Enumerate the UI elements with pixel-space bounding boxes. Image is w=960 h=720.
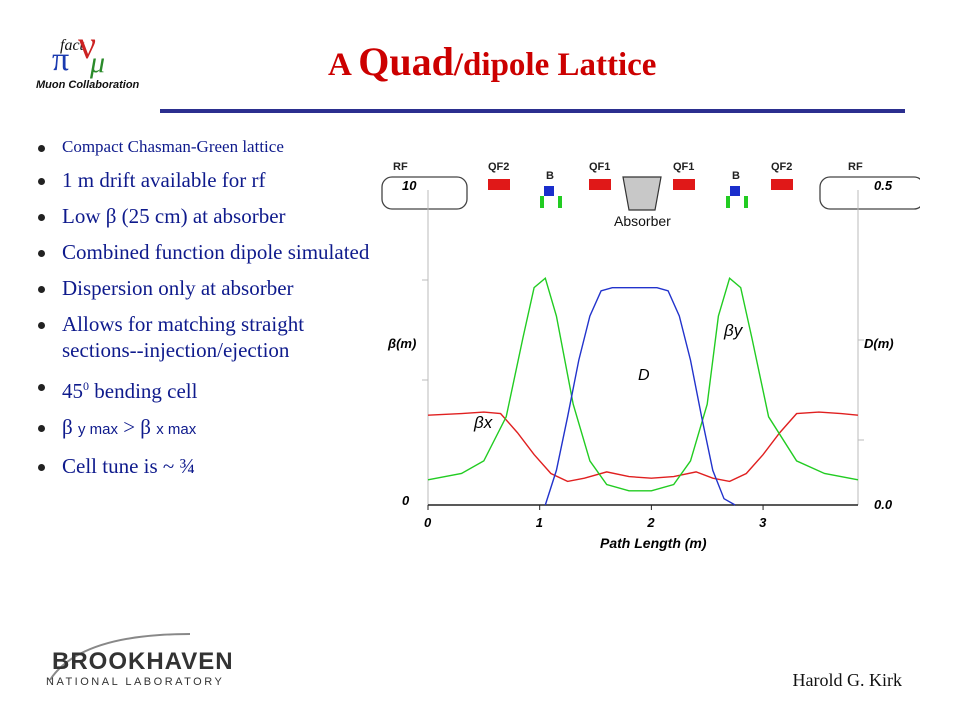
svg-text:μ: μ [90, 46, 106, 79]
lattice-element-row [382, 161, 920, 229]
beta-compare-op: > [117, 415, 141, 439]
muon-collaboration-logo [30, 18, 160, 98]
lattice-label: RF [393, 161, 408, 173]
rf-cavity-right [820, 177, 920, 209]
bending-text: bending cell [89, 379, 198, 403]
lattice-chart [380, 150, 920, 560]
lattice-label: QF2 [771, 161, 793, 173]
y-right-tick-label: 0.5 [874, 178, 893, 193]
annotation-beta-y: βy [724, 321, 743, 340]
x-tick-label: 1 [535, 515, 543, 530]
title-part1: A [328, 47, 359, 83]
beta-y-sub: y max [77, 421, 118, 438]
brookhaven-logo [40, 632, 280, 692]
bullet-item: 1 m drift available for rf [36, 167, 381, 193]
series-line-2 [545, 288, 735, 505]
y-right-tick-label: 0.0 [874, 497, 893, 512]
dipole-edge [744, 196, 748, 208]
dipole-edge [558, 196, 562, 208]
dipole-magnet [544, 186, 554, 196]
lattice-label: QF1 [673, 161, 695, 173]
bullet-list [36, 135, 381, 489]
series-line-0 [428, 412, 858, 481]
quad-magnet [488, 179, 510, 190]
lattice-label: RF [848, 161, 863, 173]
title-divider [160, 109, 905, 113]
bending-angle: 45 [62, 379, 83, 403]
quad-magnet [771, 179, 793, 190]
annotation-dispersion: D [638, 367, 650, 384]
x-tick-label: 3 [759, 515, 767, 530]
page-title [328, 38, 656, 85]
beta-x-symbol: β [140, 415, 151, 439]
bullet-item-beta-compare [36, 414, 381, 443]
rf-cavity-left [382, 177, 467, 209]
y-left-label: β(m) [388, 336, 417, 351]
bullet-item: Cell tune is ~ ¾ [36, 453, 381, 479]
quad-magnet [673, 179, 695, 190]
lattice-label: B [546, 170, 554, 182]
x-tick-label: 0 [424, 515, 432, 530]
author-footer: Harold G. Kirk [792, 670, 902, 690]
x-axis-label: Path Length (m) [600, 535, 707, 551]
lattice-label: QF1 [589, 161, 611, 173]
quad-magnet [589, 179, 611, 190]
logo-fact-text: fact [60, 37, 84, 54]
svg-text:π: π [52, 41, 70, 78]
bullet-item-bending-cell [36, 373, 381, 404]
y-left-tick-label: 10 [402, 178, 417, 193]
bullet-item: Low β (25 cm) at absorber [36, 203, 381, 229]
y-left-tick-label: 0 [402, 493, 410, 508]
x-tick-label: 2 [647, 515, 655, 530]
y-right-label: D(m) [864, 336, 894, 351]
bending-degree: 0 [83, 379, 89, 393]
logo-subtitle: Muon Collaboration [36, 79, 140, 91]
title-part3: /dipole Lattice [453, 47, 657, 83]
bnl-subtitle: NATIONAL LABORATORY [46, 676, 225, 688]
dipole-magnet [730, 186, 740, 196]
beta-y-symbol: β [62, 415, 73, 439]
absorber-label: Absorber [614, 213, 671, 229]
series-line-1 [428, 278, 858, 491]
title-part2: Quad [358, 39, 454, 84]
tick-layer [402, 178, 893, 530]
beta-x-sub: x max [156, 421, 197, 438]
lattice-label: QF2 [488, 161, 510, 173]
annotation-beta-x: βx [474, 413, 493, 432]
bullet-item: Dispersion only at absorber [36, 275, 381, 301]
bnl-name: BROOKHAVEN [52, 648, 234, 675]
dipole-edge [540, 196, 544, 208]
lattice-label: B [732, 170, 740, 182]
absorber-shape [623, 177, 661, 210]
series-layer [428, 278, 858, 505]
svg-text:ν: ν [78, 22, 97, 67]
dipole-edge [726, 196, 730, 208]
bullet-item: Combined function dipole simulated [36, 239, 381, 265]
bullet-item: Compact Chasman-Green lattice [36, 135, 381, 159]
bullet-item: Allows for matching straight sections--injection/ejection [36, 311, 381, 363]
